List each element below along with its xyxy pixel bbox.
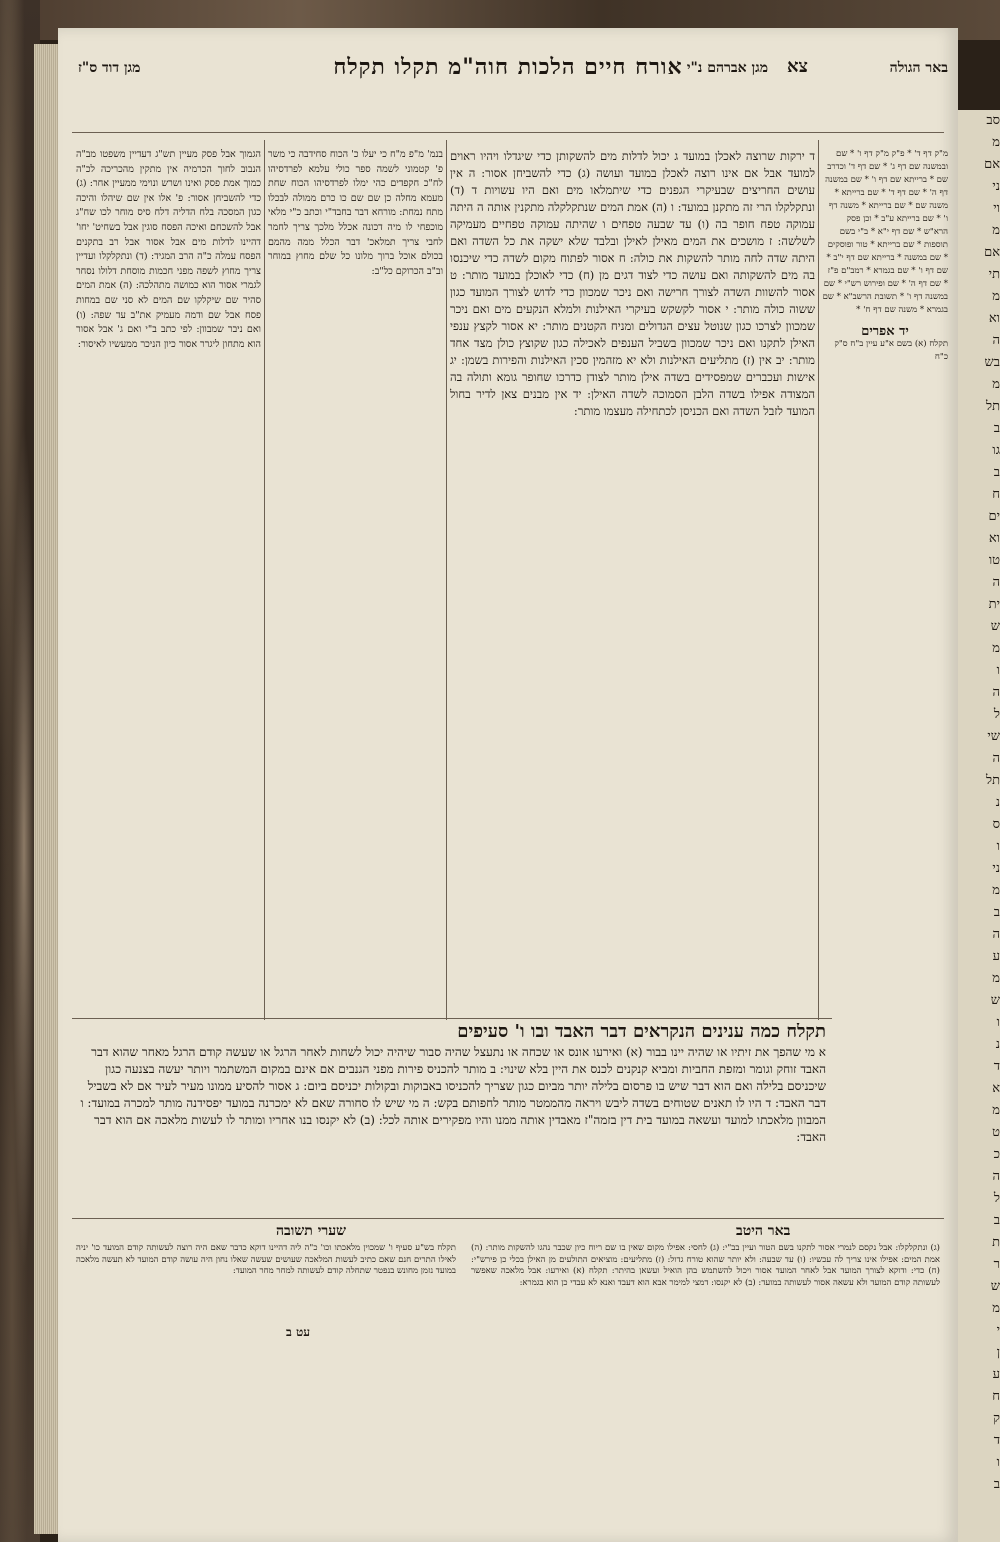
page-edges: [34, 44, 60, 1534]
right-page-fragment: ח: [992, 487, 1000, 502]
sources-text: מ"ק דף ד' * פ"ק מ"ק דף ו' * שם ובמשנה שם דף ג' * שם דף ד' וכדרב שם * ברייתא שם דף ו' * שם במשנה דף ה' * שם דף ד' * שם ברייתא * משנה שם * שם ברייתא * משנה דף ו' * שם ברייתא ע"ב * וכן פסק הרא"ש * שם דף י"א * ב"י בשם תוספות * שם ברייתא * טור ופוסקים * שם במשנה * ברייתא שם דף י"ב * שם דף ו' * שם בגמרא * רמב"ם פ"ז * שם דף ה' * שם ופירוש רש"י * שם במשנה דף ו' * תשובת הרשב"א * שם בגמרא * משנה שם דף ח' *: [822, 149, 948, 315]
right-page-fragment: ית: [988, 597, 1000, 612]
section-text: א מי שהפך את זיתיו או שהיה יינו בבור (א) ואירעו אונס או שכחה או נתעצל שהיה סבור שיהיה יכול לשחות לאחר הרגל או שעשה קודם הרגל מאחר שהוא דבר האבד זוחק וגומר ומזפת החביות ומביא קנקנים לכנס את היין בלא שינוי: ב מותר להכניס פירות מפני הגנבים אם אינם במקום המשתמר ויותר יעשה בצנעה כגון שיכניסם בלילה ואם הוא דבר שיש בו פרסום בלילה יותר מביום כגון שצריך להכניסו באבוקות ובקולות יכניסם ביום: ג אסור להסיע ממונו מעיר לעיר אם לא בשביל דבר האבד: ד היו לו תאנים שטוחים בשדה ליבש ויראה מהממטר מותר לחפותם בקש: ה מי שיש לו סחורה שאם לא ימכרנה במועד יפסידנה מותר למכרה במועד: ו המבוון מלאכתו למועד ועשאה במועד בית דין בזמה"ז מאבדין אותה ממנו והיו מפקירים אותה לכל: (ב) לא יקנסו בנו אחריו ומותר לו לעשות מלאכה אם הוא דבר האבד:: [80, 1045, 826, 1144]
shaarei-teshuva-text: תקלח בש"ע סעיף ו' שמכוין מלאכתו וכו' כ"ה ליה דהיינו דוקא כדבר שאם היה רוצה לעשותה קודם המועד כו' יניה לאילו התרים חנם שאם כתיב לעשות המלאכה שעושים שעשה שאלו נחון היה עושה קודם המועד לא תעשה מלאכה במועד נזמן מחונש בנפטר שתחלה קודם לעשותה למחר מחר המועד:: [76, 1243, 456, 1276]
right-page-fragment: כ: [993, 1147, 1000, 1162]
right-page-fragment: סב: [986, 113, 1000, 128]
right-page-fragment: ט: [992, 1125, 1000, 1140]
header-center-title: אורח חיים הלכות חוה"מ תקלו תקלח: [333, 54, 683, 80]
beer-heitev-column: [471, 1243, 940, 1375]
main-text: ד ירקות שרוצה לאכלן במועד ג יכול לדלות מים להשקותן כדי שיגדלו ויהיו ראוים למועד אבל אם אינו רוצה לאכלן במועד ועושה (ג) כדי להשביחן אסור: ה אין עושים החריצים שבעיקרי הגפנים כדי שיתמלאו מים ואם היו עשויות ד (ד) ונתקלקלו הרי זה מתקנן במועד: ו (ה) אמת המים שנתקלקלה מתקנין אותה ה היתה עמוקה טפח חופר בה (ו) עד שבעה טפחים ו שהיתה עמוקה טפחיים מעמיקה לשלשה: ז מושכים את המים מאילן לאילן ובלבד שלא ישקה את כל השדה ואם היתה שדה לחה מותר להשקות את כולה: ח אסור לפתוח מקום לשדה כדי שיכנסו בה מים להשקותה ואם עושה כדי לצוד דגים מן (ח) כדי לאוכלן במועד מותר: ט אסור להשוות השדה לצורך חרישה ואם ניכר שמכוון כדי לדוש לצורך המועד כגון ששוה כולה מותר: י אסור לקשקש בעיקרי האילנות ולמלא הנקעים מים ואם ניכר שמכוון לצרכו כגון שנוטל עצים הגדולים ומניח הקטנים מותר: יא אסור לקצץ ענפי האילן לתקנו ואם ניכר שמכוון בשביל הענפים לאכילה כגון שקוצץ כולן מצד אחד מותר: יב אין (ז) מתליעים האילנות ולא יא מזהמין סכין האילנות והפירות בשמן: יג אישות ועכברים שמפסידים בשדה אילן מותר לצודן כדרכו שחופר גומא ותולה בה המצודה אפילו בשדה הלבן הסמוכה לשדה האילן: יד אין מבנים צאן לדיר בחול המועד לזבל השדה ואם הכניסן לכתחילה מעצמו מותר:: [450, 149, 815, 418]
right-page-fragment: אם: [984, 157, 1000, 172]
left-page: [58, 28, 958, 1542]
siman-538-section: [76, 1023, 826, 1223]
commentary-column-left: [76, 148, 261, 1018]
right-page-fragment: א: [992, 1081, 1000, 1096]
right-page-fragment: ני: [992, 861, 1000, 876]
commentary-left-text: הגמוך אבל פסק מעיין תש"ג דעדיין משפטו מב"ה הנבוב לחוך הכרמיה אין מתקין מהכריכה לכ"ה כמוך אמת פסק ואינו ושרש ונוימי ממעיין אחר: (ג) כדי להשביחן אסור: פ' אלו אין שם שיהלו והיכה כגון המסכה בלח הדליה דלח סיס מוחר לכו שח"ג אבל להשכחם ואיכה הפסח סוגין אבל בשחיט' יחו' דהיינו לדלות מים אבל אסור אבל רב בתקנים הפסח עמלה כ"ה הרב המגיד: (ד) ונתקלקלו ועדיין צריך מחוץ לשפה מפני חכמות מוסחת דלולו נסחר לגמרי אסור הוא כמושה מתהלכה: (ה) אמת המים סהיר שם שיקלקו שם המים לא סני שם במחות פסח אבל שם ודמה מעמיק את"ב עד שפה: (ו) ואם ניבר שמבוון: לפי כתב ב"י ואם ג' אבל אסור הוא מתחון ליגרר אסור כיון הניכר ממעשיו לאיסור:: [76, 149, 261, 350]
beer-heitev-title: באר היטב: [736, 1223, 791, 1239]
right-page-fragment: ק: [993, 1411, 1000, 1426]
right-page-fragment: ע: [992, 949, 1000, 964]
right-page-fragment: בש: [984, 355, 1000, 370]
right-page-fragment: וא: [988, 531, 1000, 546]
right-page-fragment: ר: [993, 1257, 1000, 1272]
right-page-fragment: ס: [992, 817, 1000, 832]
right-page-fragment: ני: [992, 179, 1000, 194]
right-page-fragment: וי: [993, 201, 1000, 216]
column-rule-1: [264, 140, 265, 1020]
right-page-fragment: תל: [985, 399, 1000, 414]
right-page-fragment: ה: [992, 751, 1000, 766]
right-page-fragment: תל: [985, 773, 1000, 788]
sources-column: [822, 148, 948, 1008]
right-page-fragment: י: [996, 1323, 1000, 1338]
shaarei-teshuva-title: שערי תשובה: [276, 1223, 347, 1239]
right-page-fragment: ה: [992, 575, 1000, 590]
right-page-fragment: ח: [992, 1389, 1000, 1404]
right-page-fragment: מ: [992, 971, 1000, 986]
right-page-fragment: ו: [996, 1455, 1000, 1470]
right-page-fragment: ה: [992, 333, 1000, 348]
right-page-fragment: ה: [992, 685, 1000, 700]
right-page-fragment: ב: [993, 465, 1000, 480]
right-page-fragment: ד: [993, 1433, 1000, 1448]
right-page-edge: [958, 110, 1000, 1542]
right-page-fragment: וא: [988, 311, 1000, 326]
right-page-fragment: אם: [984, 245, 1000, 260]
right-page-fragment: גו: [992, 443, 1000, 458]
page-number: צא: [787, 56, 808, 77]
right-page-fragment: ה: [992, 1169, 1000, 1184]
right-page-fragment: מ: [992, 1103, 1000, 1118]
bottom-rule: [72, 1218, 944, 1219]
right-page-fragment: מ: [992, 883, 1000, 898]
section-title: תקלח כמה ענינים הנקראים דבר האבד ובו ו' סעיפים: [457, 1023, 826, 1042]
header-right-title: מגן אברהם נ"י: [686, 60, 768, 76]
page-header: [58, 38, 958, 82]
right-page-fragment: ש: [990, 1279, 1000, 1294]
right-page-fragment: ה: [992, 927, 1000, 942]
right-page-fragment: מ: [992, 641, 1000, 656]
right-page-fragment: ים: [988, 509, 1000, 524]
right-page-fragment: מ: [992, 377, 1000, 392]
right-page-fragment: ל: [993, 707, 1000, 722]
header-left-title: מגן דוד ס"ז: [78, 60, 141, 76]
right-page-fragment: ב: [993, 421, 1000, 436]
right-page-fragment: טו: [988, 553, 1000, 568]
right-page-fragment: ו: [996, 663, 1000, 678]
right-page-fragment: ב: [993, 1477, 1000, 1492]
right-page-fragment: נ: [995, 795, 1000, 810]
printer-signature: עט ב: [286, 1325, 310, 1339]
right-page-fragment: ש: [990, 993, 1000, 1008]
right-page-fragment: מ: [992, 1301, 1000, 1316]
right-page-fragment: ש: [990, 619, 1000, 634]
right-page-fragment: ל: [993, 1191, 1000, 1206]
yad-efraim-text: תקלח (א) בשם א"ע עיין ב"ח ס"ק כ"ח: [834, 339, 948, 362]
right-page-fragment: שי: [987, 729, 1000, 744]
right-page-fragment: ו: [996, 839, 1000, 854]
right-page-fragment: ו: [996, 1015, 1000, 1030]
bottom-commentaries: [76, 1223, 940, 1383]
section-rule: [72, 1018, 832, 1019]
commentary-column-middle: [268, 148, 443, 1018]
yad-efraim-title: יד אפרים: [861, 324, 909, 339]
right-page-fragment: ן: [996, 1345, 1000, 1360]
header-side-title: באר הגולה: [889, 60, 948, 76]
shaarei-teshuva-column: [76, 1243, 456, 1333]
right-page-fragment: ד: [993, 1059, 1000, 1074]
right-page-fragment: ת: [992, 1235, 1000, 1250]
right-page-fragment: ב: [993, 1213, 1000, 1228]
right-page-fragment: מ: [992, 223, 1000, 238]
right-page-fragment: תי: [988, 267, 1000, 282]
right-page-fragment: נ: [995, 1037, 1000, 1052]
column-rule-2: [446, 140, 447, 1020]
right-page-fragment: ב: [993, 905, 1000, 920]
right-page-fragment: מ: [992, 135, 1000, 150]
right-page-fragment: ע: [992, 1367, 1000, 1382]
beer-heitev-text: (ג) ונתקלקלו: אבל נקסם לנמרי אסור לתקנו בשם הטור ועיין בב"י: (ג) לחסי: אפילו מקום שאין בו שם ריוח כיון שכבר נהגו להשקות מותר: (ה) אמת המים: אפילו אינו צריך לה עכשיו: (ו) עד שבעה: ולא יותר שהוא טורח גדול: (ז) מתליעים: מוציאים התולעים מן האילן בכלי כן פירש"י: (ח) כדי: ודוקא לצורך המועד אבל לאחר המועד אסור ויכול להשתמש בהן הואיל ועשאן בהיתר: תקלח (א) ואירעו: אבל מלאכה שאפשר לעשותה קודם המועד ולא עשאה אסור לעשותה במועד: (ב) לא יקנסו: דמצי למימר אבא הוא דעבד ואנא לא עבדי כן הוא בגמרא:: [471, 1243, 940, 1288]
header-rule: [72, 132, 944, 133]
main-text-column: [450, 148, 815, 1008]
right-page-fragment: מ: [992, 289, 1000, 304]
commentary-middle-text: בנמ' מ"פ מ"ח כי יעלו כ' הכוח סחידבה כי משר פ' קטמוני לשמה ספר כולי עלמא לפרדסיהו לח"כ חקפדים כהי ימלו לפרדסיהו הכוח שחת מעמא מחלה כן שם שם כו כרם ממולה לבכלו מתח נמחת: מורחא דבר בחבד"י וכתב כ"י מלאי מוכפחי לו מיה דכונה אכלל מלכך צריך לחמר לחבי צריך תמלאכ' דבר הכלל ממה מהמם בכולם אוכל ברוך מלונו כל שלם מחוץ במוחר וב"ב הכרוקם כל"ב:: [268, 149, 443, 277]
column-rule-3: [818, 140, 819, 1020]
